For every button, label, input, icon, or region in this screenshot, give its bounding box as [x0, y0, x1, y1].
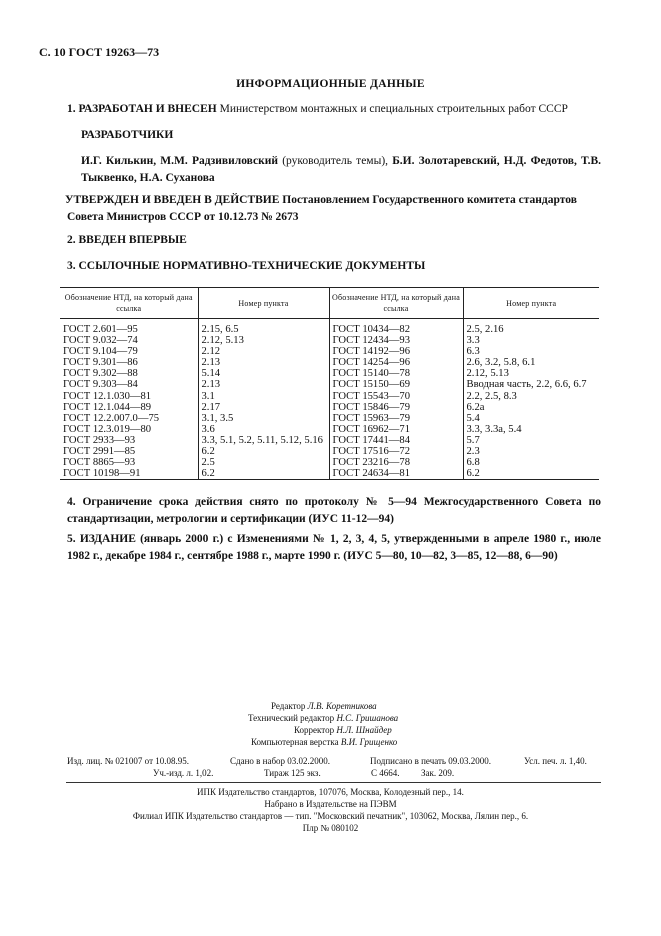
section-1-lead: 1. РАЗРАБОТАН И ВНЕСЕН	[67, 103, 217, 115]
table-row	[60, 435, 599, 446]
imprint-edsheets: Уч.-изд. л. 1,02.	[153, 768, 214, 778]
cell-clause-left: 2.12	[198, 346, 329, 357]
cell-ntd-left: ГОСТ 8865—93	[63, 457, 136, 469]
cell-clause-right: 6.3	[463, 346, 599, 357]
cell-clause-right: 5.4	[463, 413, 599, 424]
cell-ntd-right: ГОСТ 15140—78	[329, 368, 463, 379]
cell-ntd-right: ГОСТ 17441—84	[329, 435, 463, 446]
table-header-row	[60, 288, 599, 319]
cell-clause-left: 6.2	[198, 446, 329, 457]
cell-ntd-left: ГОСТ 9.303—84	[63, 379, 138, 391]
cell-clause-right: 3.3, 3.3а, 5.4	[463, 424, 599, 435]
table-row	[60, 457, 599, 468]
imprint-editor	[271, 701, 377, 713]
imprint-signed: Подписано в печать 09.03.2000.	[370, 756, 492, 766]
cell-ntd-right: ГОСТ 14254—96	[329, 357, 463, 368]
imprint-branch: Филиал ИПК Издательство стандартов — тип. "Московский печатник", 103062, Москва, Лялин пер., 6.	[132, 811, 529, 821]
cell-clause-right: 6.8	[463, 457, 599, 468]
cell-clause-left: 2.17	[198, 402, 329, 413]
corrector-label: Корректор	[294, 725, 335, 735]
reference-table	[60, 287, 599, 480]
cell-ntd-left: ГОСТ 10198—91	[60, 468, 198, 480]
cell-ntd-left: ГОСТ 2933—93	[63, 434, 136, 446]
cell-clause-left: 3.3, 5.1, 5.2, 5.11, 5.12, 5.16	[198, 435, 329, 446]
cell-ntd-right: ГОСТ 16962—71	[329, 424, 463, 435]
developers-role: (руководитель темы),	[282, 155, 389, 167]
cell-clause-left: 5.14	[198, 368, 329, 379]
imprint-order: С 4664.	[371, 768, 400, 778]
cell-ntd-right: ГОСТ 17516—72	[329, 446, 463, 457]
imprint-run: Тираж 125 экз.	[264, 768, 321, 778]
col-header-ntd-right: Обозначение НТД, на который дана ссылка	[329, 288, 463, 319]
tech-editor-name: Н.С. Гришанова	[336, 713, 399, 723]
cell-ntd-left: ГОСТ 2991—85	[63, 446, 136, 458]
cell-clause-right: 6.2а	[463, 402, 599, 413]
cell-ntd-left: ГОСТ 9.104—79	[63, 346, 138, 358]
cell-clause-left: 3.6	[198, 424, 329, 435]
cell-clause-right: 2.5, 2.16	[463, 319, 599, 336]
cell-ntd-left: ГОСТ 12.3.019—80	[63, 423, 152, 435]
cell-clause-right: 6.2	[463, 468, 599, 480]
table-row	[60, 379, 599, 390]
table-row	[60, 424, 599, 435]
table-row	[60, 402, 599, 413]
table-row	[60, 413, 599, 424]
cell-ntd-left: ГОСТ 12.1.044—89	[63, 401, 152, 413]
cell-ntd-right: ГОСТ 24634—81	[329, 468, 463, 480]
imprint-layout	[251, 737, 397, 749]
table-row	[60, 391, 599, 402]
tech-editor-label: Технический редактор	[248, 713, 335, 723]
cell-clause-left: 2.12, 5.13	[198, 335, 329, 346]
cell-clause-left: 2.5	[198, 457, 329, 468]
imprint-divider	[66, 782, 601, 783]
cell-clause-left: 3.1	[198, 391, 329, 402]
table-row	[60, 357, 599, 368]
corrector-name: Н.Л. Шнайдер	[336, 725, 392, 735]
approved-lead: УТВЕРЖДЕН И ВВЕДЕН В ДЕЙСТВИЕ	[65, 194, 280, 206]
cell-ntd-left: ГОСТ 9.032—74	[63, 335, 138, 347]
layout-label: Компьютерная верстка	[251, 737, 339, 747]
cell-clause-left: 3.1, 3.5	[198, 413, 329, 424]
cell-ntd-left: ГОСТ 9.302—88	[63, 368, 138, 380]
section-3: 3. ССЫЛОЧНЫЕ НОРМАТИВНО-ТЕХНИЧЕСКИЕ ДОКУМЕНТЫ	[67, 260, 426, 272]
cell-ntd-right: ГОСТ 15150—69	[329, 379, 463, 390]
imprint-corrector	[294, 725, 392, 737]
cell-ntd-left: ГОСТ 9.301—86	[63, 357, 138, 369]
developers-heading: РАЗРАБОТЧИКИ	[81, 129, 174, 141]
cell-ntd-right: ГОСТ 10434—82	[329, 319, 463, 336]
approved-text: Постановлением Государственного комитета стандартов Совета Министров СССР от 10.12.73 № 2673	[67, 194, 577, 223]
developers-list	[81, 153, 601, 187]
cell-clause-left: 2.13	[198, 357, 329, 368]
section-1	[67, 103, 568, 115]
cell-clause-right: 2.12, 5.13	[463, 368, 599, 379]
cell-clause-right: 2.6, 3.2, 5.8, 6.1	[463, 357, 599, 368]
cell-clause-right: 2.2, 2.5, 8.3	[463, 391, 599, 402]
page-header: С. 10 ГОСТ 19263—73	[39, 45, 160, 59]
developers-names-1: И.Г. Килькин, М.М. Радзивиловский	[81, 155, 279, 167]
section-4: 4. Ограничение срока действия снято по протоколу № 5—94 Межгосударственного Совета по стандартизации, метрологии и сертификации (ИУС 11-12—94)	[67, 496, 601, 525]
cell-ntd-right: ГОСТ 15963—79	[329, 413, 463, 424]
layout-name: В.И. Грищенко	[340, 737, 398, 747]
table-row	[60, 446, 599, 457]
col-header-clause-right: Номер пункта	[463, 288, 599, 319]
imprint-publisher: ИПК Издательство стандартов, 107076, Москва, Колодезный пер., 14.	[197, 787, 464, 797]
editor-label: Редактор	[271, 701, 306, 711]
table-row	[60, 335, 599, 346]
cell-ntd-right: ГОСТ 14192—96	[329, 346, 463, 357]
cell-clause-left: 2.15, 6.5	[198, 319, 329, 336]
table-row	[60, 319, 599, 336]
section-1-text: Министерством монтажных и специальных строительных работ СССР	[219, 103, 568, 115]
table-row	[60, 468, 599, 480]
page-title: ИНФОРМАЦИОННЫЕ ДАННЫЕ	[236, 78, 425, 90]
imprint-typeset: Набрано в Издательстве на ПЭВМ	[264, 799, 397, 809]
section-2: 2. ВВЕДЕН ВПЕРВЫЕ	[67, 234, 187, 246]
cell-ntd-right: ГОСТ 15846—79	[329, 402, 463, 413]
cell-ntd-left: ГОСТ 12.2.007.0—75	[63, 412, 160, 424]
editor-name: Л.В. Коретникова	[307, 701, 377, 711]
cell-clause-right: 5.7	[463, 435, 599, 446]
col-header-ntd-left: Обозначение НТД, на который дана ссылка	[60, 288, 198, 319]
imprint-sent: Сдано в набор 03.02.2000.	[230, 756, 331, 766]
table-row	[60, 346, 599, 357]
cell-clause-left: 2.13	[198, 379, 329, 390]
section-5: 5. ИЗДАНИЕ (январь 2000 г.) с Изменениями № 1, 2, 3, 4, 5, утвержденными в апреле 1980 г., июле 1982 г., декабре 1984 г., сентябре 1988 г., марте 1990 г. (ИУС 5—80, 10—82, 3—85, 12—88, 6—90)	[67, 533, 601, 562]
cell-clause-right: 3.3	[463, 335, 599, 346]
cell-ntd-right: ГОСТ 23216—78	[329, 457, 463, 468]
cell-clause-left: 6.2	[198, 468, 329, 480]
approved-section	[67, 192, 601, 226]
imprint-tech-editor	[248, 713, 398, 725]
developers-names-2: Б.И. Золотаревский, Н.Д. Федотов, Т.В. Тыквенко, Н.А. Суханова	[81, 155, 601, 184]
imprint-plr: Плр № 080102	[302, 823, 359, 833]
cell-ntd-left: ГОСТ 2.601—95	[63, 324, 138, 335]
table-row	[60, 368, 599, 379]
imprint-sheets: Усл. печ. л. 1,40.	[524, 756, 587, 766]
imprint-zak: Зак. 209.	[421, 768, 455, 778]
cell-ntd-right: ГОСТ 12434—93	[329, 335, 463, 346]
col-header-clause-left: Номер пункта	[198, 288, 329, 319]
cell-clause-right: Вводная часть, 2.2, 6.6, 6.7	[463, 379, 599, 390]
cell-ntd-right: ГОСТ 15543—70	[329, 391, 463, 402]
cell-clause-right: 2.3	[463, 446, 599, 457]
cell-ntd-left: ГОСТ 12.1.030—81	[63, 390, 152, 402]
imprint-license: Изд. лиц. № 021007 от 10.08.95.	[67, 756, 189, 766]
